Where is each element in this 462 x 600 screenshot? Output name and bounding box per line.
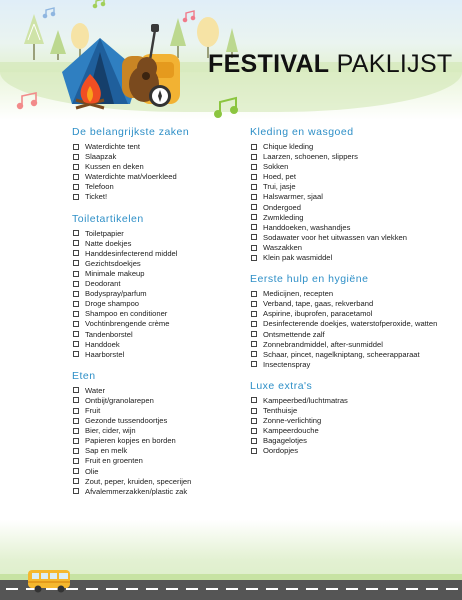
checklist-item <box>250 406 450 416</box>
checkbox[interactable] <box>251 301 257 307</box>
checklist-item <box>72 456 272 466</box>
title-rest: PAKLIJST <box>336 50 453 78</box>
checklist-item-label: Trui, jasje <box>263 182 296 192</box>
checklist-item-label: Tandenborstel <box>85 329 133 339</box>
checklist-item <box>250 192 450 202</box>
road-dash <box>326 588 338 590</box>
checklist-item <box>250 426 450 436</box>
checklist-item-label: Gezichtsdoekjes <box>85 258 141 268</box>
checklist-item <box>250 162 450 172</box>
checklist <box>250 289 450 370</box>
checklist-item <box>250 213 450 223</box>
checklist-item <box>72 259 272 269</box>
road-dash <box>226 588 238 590</box>
checklist-item-label: Zonne-verlichting <box>263 416 322 426</box>
checkbox[interactable] <box>73 341 79 347</box>
road-dash <box>206 588 218 590</box>
checkbox[interactable] <box>251 245 257 251</box>
checkbox[interactable] <box>73 488 79 494</box>
left-column <box>72 126 272 507</box>
checklist-item-label: Sodawater voor het uitwassen van vlekken <box>263 232 407 242</box>
road-dash <box>106 588 118 590</box>
checklist-item <box>250 152 450 162</box>
road-dash <box>346 588 358 590</box>
checklist-item-label: Droge shampoo <box>85 299 140 309</box>
checklist-item <box>72 299 272 309</box>
road-dash <box>146 588 158 590</box>
section-toiletartikelen <box>72 213 272 360</box>
checklist-item-label: Bodyspray/parfum <box>85 289 147 299</box>
checkbox[interactable] <box>251 214 257 220</box>
checkbox[interactable] <box>73 144 79 150</box>
checklist-item-label: Insectenspray <box>263 359 311 369</box>
checklist-item <box>250 223 450 233</box>
checklist-item-label: Halswarmer, sjaal <box>263 192 323 202</box>
checklist-item <box>72 396 272 406</box>
checklist-item <box>250 309 450 319</box>
checklist-item <box>72 436 272 446</box>
checklist-item-label: Telefoon <box>85 182 114 192</box>
checklist-item <box>72 319 272 329</box>
checklist-item <box>250 299 450 309</box>
checklist-item-label: Sap en melk <box>85 446 128 456</box>
checkbox[interactable] <box>251 164 257 170</box>
checklist-item-label: Oordopjes <box>263 446 299 456</box>
title-bold: FESTIVAL <box>208 50 330 78</box>
checklist-item <box>72 330 272 340</box>
checkbox[interactable] <box>251 194 257 200</box>
checklist-item-label: Bier, cider, wijn <box>85 426 136 436</box>
checklist-item-label: Waszakken <box>263 242 302 252</box>
checkbox[interactable] <box>73 240 79 246</box>
checkbox[interactable] <box>251 361 257 367</box>
checklist-item <box>72 229 272 239</box>
checklist-item <box>72 416 272 426</box>
road-dash <box>126 588 138 590</box>
checklist-item <box>72 192 272 202</box>
checklist-item <box>250 182 450 192</box>
checkbox[interactable] <box>73 458 79 464</box>
section-eerste-hulp-en-hygiene <box>250 273 450 370</box>
checklist-item <box>250 446 450 456</box>
checklist-item-label: Deodorant <box>85 279 121 289</box>
checkbox[interactable] <box>73 448 79 454</box>
checkbox[interactable] <box>251 224 257 230</box>
section-heading: Eerste hulp en hygiëne <box>250 273 369 286</box>
section-heading: Kleding en wasgoed <box>250 126 354 138</box>
checklist-item-label: Ontbijt/granolarepen <box>85 395 154 405</box>
checklist-item-label: Kampeerdouche <box>263 426 319 436</box>
checklist <box>72 386 272 497</box>
checklist-item <box>250 340 450 350</box>
road-dash <box>286 588 298 590</box>
checkbox[interactable] <box>251 331 257 337</box>
checklist-item-label: Desinfecterende doekjes, waterstofperoxide, watten <box>263 319 438 329</box>
checkbox[interactable] <box>251 174 257 180</box>
checklist-item <box>72 406 272 416</box>
tree-icon <box>50 30 66 60</box>
checklist-item-label: Verband, tape, gaas, rekverband <box>263 299 374 309</box>
checklist-item-label: Chique kleding <box>263 142 314 151</box>
checklist-item-label: Handdesinfecterend middel <box>85 248 178 258</box>
music-note-icon <box>183 11 194 22</box>
checkbox[interactable] <box>73 311 79 317</box>
section-heading: Toiletartikelen <box>72 212 144 225</box>
road-dash <box>386 588 398 590</box>
checkbox[interactable] <box>73 164 79 170</box>
checklist-item-label: Kussen en deken <box>85 162 144 172</box>
checkbox[interactable] <box>73 321 79 327</box>
tree-icon <box>170 18 186 58</box>
section-heading: Eten <box>72 369 96 382</box>
section-heading: De belangrijkste zaken <box>72 126 190 138</box>
checklist-item-label: Haarborstel <box>85 349 125 359</box>
checklist-item-label: Schaar, pincet, nagelkniptang, scheerapparaat <box>263 349 420 359</box>
checkbox[interactable] <box>73 468 79 474</box>
checkbox[interactable] <box>251 154 257 160</box>
music-note-icon <box>43 8 54 18</box>
checklist-item-label: Klein pak wasmiddel <box>263 253 333 263</box>
checkbox[interactable] <box>73 291 79 297</box>
checklist-item <box>72 340 272 350</box>
right-column <box>250 126 450 466</box>
checklist-item-label: Waterdichte mat/vloerkleed <box>85 172 177 182</box>
road-dash <box>266 588 278 590</box>
checklist-item-label: Papieren kopjes en borden <box>85 436 176 446</box>
section-heading: Luxe extra's <box>250 379 313 392</box>
checkbox[interactable] <box>73 331 79 337</box>
road-dash <box>366 588 378 590</box>
section-de-belangrijkste-zaken <box>72 126 272 203</box>
festival-illustration <box>0 0 240 122</box>
checklist-item <box>250 416 450 426</box>
checklist-item-label: Natte doekjes <box>85 238 132 248</box>
checklist-item <box>72 386 272 396</box>
checkbox[interactable] <box>73 397 79 403</box>
bus-icon <box>26 568 74 594</box>
section-kleding-en-wasgoed <box>250 126 450 263</box>
checkbox[interactable] <box>73 418 79 424</box>
checkbox[interactable] <box>251 438 257 444</box>
checkbox[interactable] <box>73 260 79 266</box>
checkbox[interactable] <box>73 174 79 180</box>
checklist-item <box>250 350 450 360</box>
checklist <box>72 229 272 360</box>
checklist-item-label: Minimale makeup <box>85 268 145 278</box>
checkbox[interactable] <box>251 291 257 297</box>
checklist-item <box>72 467 272 477</box>
checklist-item-label: Slaapzak <box>85 152 117 162</box>
checklist-item-label: Sokken <box>263 162 289 172</box>
road-dash <box>306 588 318 590</box>
checklist-item-label: Shampoo en conditioner <box>85 309 168 319</box>
checklist-item <box>72 182 272 192</box>
checklist-item-label: Ondergoed <box>263 202 301 212</box>
checklist-item <box>72 279 272 289</box>
checklist-item <box>250 360 450 370</box>
checkbox[interactable] <box>251 428 257 434</box>
checkbox[interactable] <box>73 301 79 307</box>
checklist-item-label: Zonnebrandmiddel, after-sunmiddel <box>263 339 383 349</box>
music-note-icon <box>215 98 237 117</box>
checklist-item <box>72 239 272 249</box>
checkbox[interactable] <box>73 351 79 357</box>
checklist-item <box>72 172 272 182</box>
checklist-item-label: Fruit <box>85 405 101 415</box>
checklist-item <box>250 289 450 299</box>
checkbox[interactable] <box>251 144 257 150</box>
checkbox[interactable] <box>251 255 257 261</box>
checklist-item <box>250 396 450 406</box>
checklist-item <box>72 446 272 456</box>
checklist-item <box>250 253 450 263</box>
checkbox[interactable] <box>251 234 257 240</box>
checklist-item-label: Aspirine, ibuprofen, paracetamol <box>263 309 373 319</box>
checkbox[interactable] <box>73 250 79 256</box>
checklist-item <box>72 249 272 259</box>
checkbox[interactable] <box>73 408 79 414</box>
checklist-item <box>250 233 450 243</box>
checklist-item-label: Laarzen, schoenen, slippers <box>263 152 358 162</box>
checklist-item-label: Vochtinbrengende crème <box>85 319 170 329</box>
checklist-item-label: Zwmkleding <box>263 212 304 222</box>
checklist-item <box>72 289 272 299</box>
road-dash <box>426 588 438 590</box>
checklist-item <box>250 172 450 182</box>
road-dash <box>86 588 98 590</box>
checkbox[interactable] <box>73 281 79 287</box>
checkbox[interactable] <box>251 408 257 414</box>
checklist-item-label: Tenthuisje <box>263 405 298 415</box>
checklist-item-label: Hoed, pet <box>263 172 296 182</box>
checklist <box>250 142 450 263</box>
compass-icon <box>149 85 171 107</box>
checkbox[interactable] <box>251 321 257 327</box>
section-luxe-extra-s <box>250 380 450 457</box>
checklist-item <box>250 142 450 152</box>
checklist-item <box>72 350 272 360</box>
checklist <box>250 396 450 457</box>
checkbox[interactable] <box>251 311 257 317</box>
checkbox[interactable] <box>251 448 257 454</box>
checklist-item-label: Handdoeken, washandjes <box>263 222 351 232</box>
checkbox[interactable] <box>73 194 79 200</box>
checklist-item <box>72 477 272 487</box>
road-dash <box>406 588 418 590</box>
checklist-item <box>72 152 272 162</box>
checkbox[interactable] <box>251 397 257 403</box>
checkbox[interactable] <box>251 341 257 347</box>
checkbox[interactable] <box>73 184 79 190</box>
checklist-item <box>250 243 450 253</box>
checkbox[interactable] <box>73 154 79 160</box>
checkbox[interactable] <box>251 184 257 190</box>
checklist-item <box>72 487 272 497</box>
checklist-item-label: Bagagelotjes <box>263 436 307 446</box>
checkbox[interactable] <box>73 438 79 444</box>
checklist-item-label: Toiletpapier <box>85 228 124 238</box>
road-dash <box>246 588 258 590</box>
checklist-item <box>72 142 272 152</box>
checkbox[interactable] <box>73 230 79 236</box>
road-dash <box>186 588 198 590</box>
checklist-item-label: Waterdichte tent <box>85 142 141 151</box>
checkbox[interactable] <box>73 387 79 393</box>
road-dash <box>166 588 178 590</box>
checklist-item-label: Medicijnen, recepten <box>263 289 334 299</box>
checklist-item-label: Ontsmettende zalf <box>263 329 325 339</box>
checkbox[interactable] <box>251 418 257 424</box>
checklist-item-label: Gezonde tussendoortjes <box>85 416 168 426</box>
checklist-item <box>72 309 272 319</box>
checklist-item <box>72 162 272 172</box>
road-dash <box>446 588 458 590</box>
checklist-item-label: Zout, peper, kruiden, specerijen <box>85 476 192 486</box>
checkbox[interactable] <box>73 478 79 484</box>
checklist-item-label: Afvalemmerzakken/plastic zak <box>85 486 188 496</box>
checklist-item <box>72 426 272 436</box>
checklist-item <box>250 203 450 213</box>
checkbox[interactable] <box>73 428 79 434</box>
checklist-item-label: Kampeerbed/luchtmatras <box>263 395 348 405</box>
checkbox[interactable] <box>73 271 79 277</box>
checklist-item <box>250 436 450 446</box>
road-dash <box>6 588 18 590</box>
checklist-item-label: Fruit en groenten <box>85 456 143 466</box>
checklist-item-label: Water <box>85 385 105 395</box>
page-title <box>208 50 453 79</box>
checklist-item-label: Handdoek <box>85 339 120 349</box>
checklist-item <box>250 319 450 329</box>
checklist-item-label: Olie <box>85 466 99 476</box>
checkbox[interactable] <box>251 351 257 357</box>
checkbox[interactable] <box>251 204 257 210</box>
checklist-item <box>72 269 272 279</box>
checklist-item-label: Ticket! <box>85 192 108 202</box>
section-eten <box>72 370 272 497</box>
music-note-icon <box>18 93 37 108</box>
checklist <box>72 142 272 203</box>
checklist-item <box>250 330 450 340</box>
music-note-icon <box>93 0 104 8</box>
tree-icon <box>24 14 44 60</box>
